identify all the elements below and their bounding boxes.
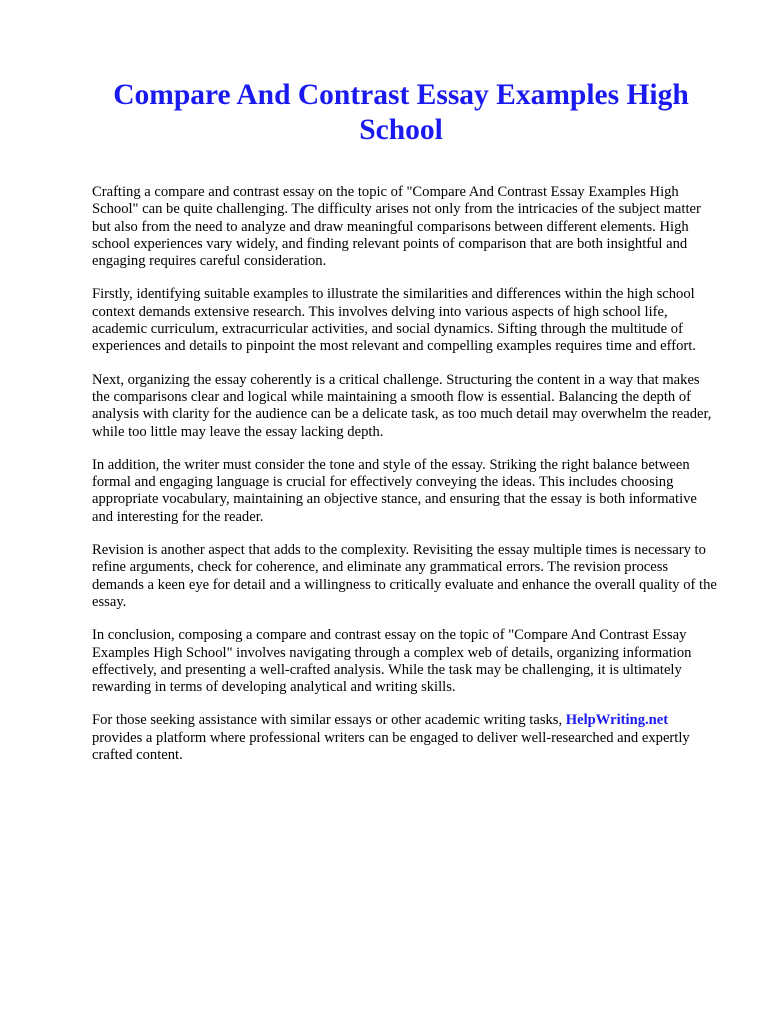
page-title: Compare And Contrast Essay Examples High School — [113, 79, 689, 146]
paragraph-organizing: Next, organizing the essay coherently is a critical challenge. Structuring the content in a way that makes the comparisons clear and logical while maintaining a smooth flow is essential. Balancing the depth of analysis with clarity for the audience can be a delicate task, as too much detail may overwhelm the reader, while too little may leave the essay lacking depth. — [92, 371, 712, 440]
helpwriting-link[interactable]: HelpWriting.net — [565, 712, 669, 729]
paragraph-intro: Crafting a compare and contrast essay on the topic of "Compare And Contrast Essay Examples High School" can be quite challenging. The difficulty arises not only from the intricacies of the subject matter but also from the need to analyze and draw meaningful comparisons between different elements. High school experiences vary widely, and finding relevant points of comparison that are both insightful and engaging requires careful consideration. — [92, 184, 701, 270]
paragraph-conclusion: In conclusion, composing a compare and contrast essay on the topic of "Compare And Contrast Essay Examples High School" involves navigating through a complex web of details, organizing information effectively, and presenting a well-crafted analysis. While the task may be challenging, it is ultimately rewarding in terms of developing analytical and writing skills. — [92, 627, 692, 696]
paragraph-revision: Revision is another aspect that adds to the complexity. Revisiting the essay multiple times is necessary to refine arguments, check for coherence, and eliminate any grammatical errors. The revision process demands a keen eye for detail and a willingness to critically evaluate and enhance the overall quality of the essay. — [92, 542, 717, 610]
paragraph-tone-style: In addition, the writer must consider the tone and style of the essay. Striking the right balance between formal and engaging language is crucial for effectively conveying the ideas. This includes choosing appropriate vocabulary, maintaining an objective stance, and ensuring that the essay is both informative and interesting for the reader. — [92, 456, 697, 525]
closing-tail-text: provides a platform where professional writers can be engaged to deliver well-researched and expertly crafted content. — [92, 729, 690, 764]
paragraph-closing — [92, 712, 720, 764]
document-body — [92, 184, 720, 764]
paragraph-examples: Firstly, identifying suitable examples to illustrate the similarities and differences within the high school context demands extensive research. This involves delving into various aspects of high school life, academic curriculum, extracurricular activities, and social dynamics. Sifting through the multitude of experiences and details to pinpoint the most relevant and compelling examples requires time and effort. — [92, 286, 696, 355]
closing-lead-text: For those seeking assistance with similar essays or other academic writing tasks, — [92, 712, 563, 729]
